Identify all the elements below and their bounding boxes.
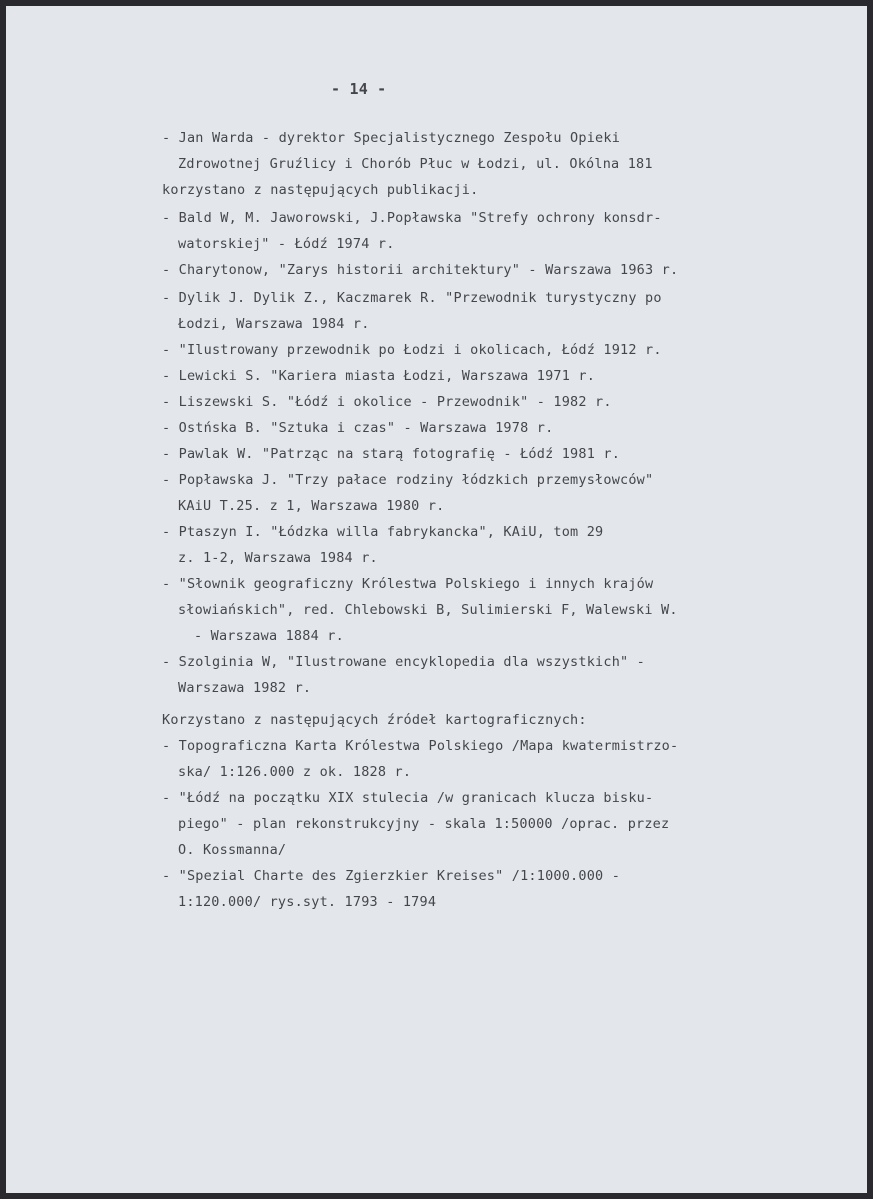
text-line: O. Kossmanna/: [178, 842, 287, 858]
text-line: - Warszawa 1884 r.: [194, 628, 344, 644]
text-line: - "Spezial Charte des Zgierzkier Kreises" /1:1000.000 -: [162, 868, 621, 884]
text-line: - Ostńska B. "Sztuka i czas" - Warszawa 1978 r.: [162, 420, 554, 436]
text-line: - Jan Warda - dyrektor Specjalistycznego Zespołu Opieki: [162, 130, 621, 146]
text-line: Zdrowotnej Gruźlicy i Chorób Płuc w Łodzi, ul. Okólna 181: [178, 156, 653, 172]
document-page: [6, 6, 867, 1193]
text-line: - Popławska J. "Trzy pałace rodziny łódzkich przemysłowców": [162, 472, 654, 488]
text-line: - Topograficzna Karta Królestwa Polskiego /Mapa kwatermistrzo-: [162, 738, 679, 754]
text-line: - Lewicki S. "Kariera miasta Łodzi, Warszawa 1971 r.: [162, 368, 596, 384]
text-line: Łodzi, Warszawa 1984 r.: [178, 316, 370, 332]
text-line: - "Ilustrowany przewodnik po Łodzi i okolicach, Łódź 1912 r.: [162, 342, 662, 358]
text-line: z. 1-2, Warszawa 1984 r.: [178, 550, 378, 566]
text-line: słowiańskich", red. Chlebowski B, Sulimierski F, Walewski W.: [178, 602, 678, 618]
text-line: KAiU T.25. z 1, Warszawa 1980 r.: [178, 498, 445, 514]
text-line: Korzystano z następujących źródeł kartograficznych:: [162, 712, 587, 728]
text-line: ska/ 1:126.000 z ok. 1828 r.: [178, 764, 412, 780]
text-line: Warszawa 1982 r.: [178, 680, 312, 696]
text-line: - Charytonow, "Zarys historii architektury" - Warszawa 1963 r.: [162, 262, 679, 278]
text-line: - Bald W, M. Jaworowski, J.Popławska "Strefy ochrony konsdr-: [162, 210, 662, 226]
text-line: piego" - plan rekonstrukcyjny - skala 1:50000 /oprac. przez: [178, 816, 670, 832]
text-line: watorskiej" - Łódź 1974 r.: [178, 236, 395, 252]
text-line: - Dylik J. Dylik Z., Kaczmarek R. "Przewodnik turystyczny po: [162, 290, 662, 306]
text-line: - Pawlak W. "Patrząc na starą fotografię - Łódź 1981 r.: [162, 446, 621, 462]
page-number: - 14 -: [331, 80, 387, 98]
text-line: - "Łódź na początku XIX stulecia /w granicach klucza bisku-: [162, 790, 654, 806]
text-line: - Liszewski S. "Łódź i okolice - Przewodnik" - 1982 r.: [162, 394, 612, 410]
text-line: - Szolginia W, "Ilustrowane encyklopedia dla wszystkich" -: [162, 654, 646, 670]
text-line: 1:120.000/ rys.syt. 1793 - 1794: [178, 894, 437, 910]
text-line: korzystano z następujących publikacji.: [162, 182, 479, 198]
text-line: - Ptaszyn I. "Łódzka willa fabrykancka", KAiU, tom 29: [162, 524, 604, 540]
text-line: - "Słownik geograficzny Królestwa Polskiego i innych krajów: [162, 576, 654, 592]
